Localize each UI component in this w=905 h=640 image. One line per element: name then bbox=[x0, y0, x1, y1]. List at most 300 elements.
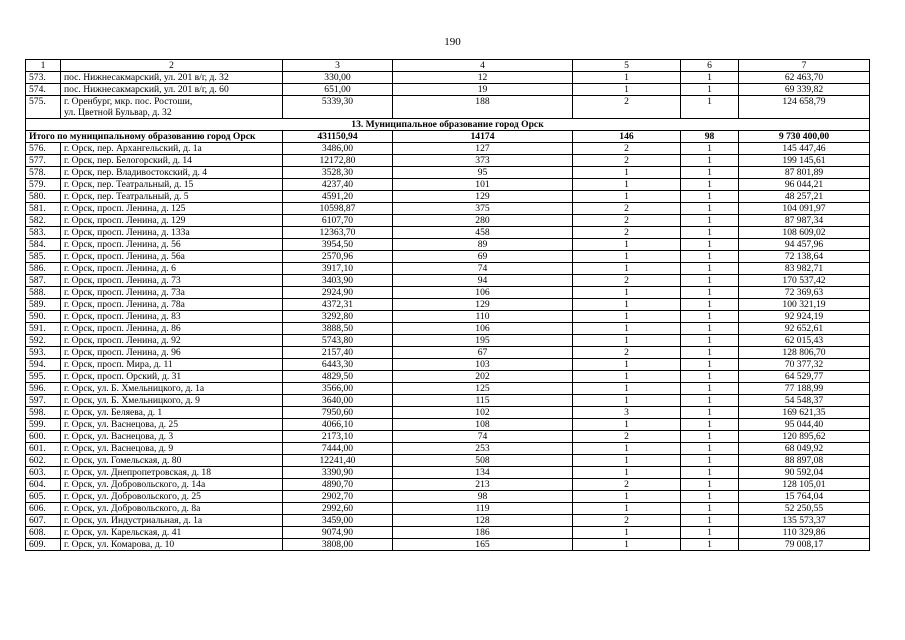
residents-cell: 115 bbox=[393, 395, 573, 407]
address-cell: г. Орск, ул. Индустриальная, д. 1а bbox=[61, 515, 283, 527]
row-number: 606. bbox=[26, 503, 61, 515]
row-number: 598. bbox=[26, 407, 61, 419]
address-cell bbox=[61, 96, 283, 119]
cost-cell: 128 806,70 bbox=[739, 347, 870, 359]
cost-cell: 62 463,70 bbox=[739, 72, 870, 84]
area-cell: 4591,20 bbox=[283, 191, 393, 203]
address-cell: г. Орск, просп. Мира, д. 11 bbox=[61, 359, 283, 371]
row-number: 592. bbox=[26, 335, 61, 347]
row-number: 577. bbox=[26, 155, 61, 167]
col5-cell: 1 bbox=[573, 299, 681, 311]
col6-cell: 1 bbox=[681, 72, 739, 84]
residents-cell: 186 bbox=[393, 527, 573, 539]
table-row bbox=[26, 395, 870, 407]
table-row bbox=[26, 491, 870, 503]
table-row bbox=[26, 287, 870, 299]
row-number: 607. bbox=[26, 515, 61, 527]
col5-cell: 1 bbox=[573, 239, 681, 251]
row-number: 584. bbox=[26, 239, 61, 251]
residents-cell: 74 bbox=[393, 263, 573, 275]
table-row bbox=[26, 467, 870, 479]
col6-cell: 1 bbox=[681, 431, 739, 443]
residents-cell: 95 bbox=[393, 167, 573, 179]
housing-table bbox=[25, 59, 870, 551]
col5-cell: 1 bbox=[573, 503, 681, 515]
residents-cell: 108 bbox=[393, 419, 573, 431]
cost-cell: 169 621,35 bbox=[739, 407, 870, 419]
cost-cell: 135 573,37 bbox=[739, 515, 870, 527]
address-cell: г. Орск, просп. Ленина, д. 56а bbox=[61, 251, 283, 263]
area-cell: 6443,30 bbox=[283, 359, 393, 371]
cost-cell: 64 529,77 bbox=[739, 371, 870, 383]
area-cell: 6107,70 bbox=[283, 215, 393, 227]
row-number: 583. bbox=[26, 227, 61, 239]
cost-cell: 96 044,21 bbox=[739, 179, 870, 191]
area-cell: 2924,90 bbox=[283, 287, 393, 299]
table-body bbox=[26, 60, 870, 551]
area-cell: 2992,60 bbox=[283, 503, 393, 515]
cost-cell: 70 377,32 bbox=[739, 359, 870, 371]
row-number: 605. bbox=[26, 491, 61, 503]
col5-cell: 1 bbox=[573, 311, 681, 323]
col6-cell: 1 bbox=[681, 167, 739, 179]
address-cell: г. Орск, просп. Орский, д. 31 bbox=[61, 371, 283, 383]
col6-cell: 1 bbox=[681, 419, 739, 431]
table-row bbox=[26, 191, 870, 203]
residents-cell: 128 bbox=[393, 515, 573, 527]
col5-cell: 1 bbox=[573, 263, 681, 275]
cost-cell: 94 457,96 bbox=[739, 239, 870, 251]
table-row bbox=[26, 539, 870, 551]
table-row bbox=[26, 335, 870, 347]
area-cell: 3888,50 bbox=[283, 323, 393, 335]
area-cell: 12172,80 bbox=[283, 155, 393, 167]
table-row bbox=[26, 72, 870, 84]
area-cell: 7950,60 bbox=[283, 407, 393, 419]
address-cell: г. Орск, просп. Ленина, д. 73а bbox=[61, 287, 283, 299]
table-row bbox=[26, 455, 870, 467]
area-cell: 9074,90 bbox=[283, 527, 393, 539]
address-cell: г. Орск, ул. Б. Хмельницкого, д. 1а bbox=[61, 383, 283, 395]
col6-cell: 1 bbox=[681, 299, 739, 311]
cost-cell: 170 537,42 bbox=[739, 275, 870, 287]
col5-cell: 1 bbox=[573, 371, 681, 383]
area-cell: 3640,00 bbox=[283, 395, 393, 407]
area-cell: 330,00 bbox=[283, 72, 393, 84]
address-cell: г. Орск, просп. Ленина, д. 92 bbox=[61, 335, 283, 347]
row-number: 591. bbox=[26, 323, 61, 335]
col5-cell: 1 bbox=[573, 491, 681, 503]
col5-cell: 2 bbox=[573, 143, 681, 155]
col5-cell: 1 bbox=[573, 539, 681, 551]
col5-cell: 2 bbox=[573, 431, 681, 443]
row-number: 609. bbox=[26, 539, 61, 551]
col6-cell: 1 bbox=[681, 407, 739, 419]
residents-cell: 508 bbox=[393, 455, 573, 467]
col6-cell: 1 bbox=[681, 503, 739, 515]
cost-cell: 199 145,61 bbox=[739, 155, 870, 167]
residents-cell: 202 bbox=[393, 371, 573, 383]
residents-cell: 94 bbox=[393, 275, 573, 287]
total-label: Итого по муниципальному образованию город Орск bbox=[26, 131, 283, 143]
row-number: 580. bbox=[26, 191, 61, 203]
table-row bbox=[26, 96, 870, 119]
address-cell: г. Орск, пер. Белогорский, д. 14 bbox=[61, 155, 283, 167]
address-cell: г. Орск, просп. Ленина, д. 86 bbox=[61, 323, 283, 335]
row-number: 582. bbox=[26, 215, 61, 227]
col5-cell: 2 bbox=[573, 479, 681, 491]
area-cell: 3917,10 bbox=[283, 263, 393, 275]
row-number: 581. bbox=[26, 203, 61, 215]
col5-cell: 2 bbox=[573, 347, 681, 359]
address-cell: г. Орск, просп. Ленина, д. 83 bbox=[61, 311, 283, 323]
row-number: 587. bbox=[26, 275, 61, 287]
area-cell: 12363,70 bbox=[283, 227, 393, 239]
table-row bbox=[26, 84, 870, 96]
col5-cell: 1 bbox=[573, 359, 681, 371]
col6-cell: 1 bbox=[681, 227, 739, 239]
area-cell: 3954,50 bbox=[283, 239, 393, 251]
residents-cell: 12 bbox=[393, 72, 573, 84]
address-cell: г. Орск, ул. Днепропетровская, д. 18 bbox=[61, 467, 283, 479]
col5-cell: 1 bbox=[573, 191, 681, 203]
col5-cell: 1 bbox=[573, 167, 681, 179]
cost-cell: 108 609,02 bbox=[739, 227, 870, 239]
address-line-2: ул. Цветной Бульвар, д. 32 bbox=[64, 107, 172, 118]
row-number: 585. bbox=[26, 251, 61, 263]
table-row bbox=[26, 311, 870, 323]
table-row bbox=[26, 155, 870, 167]
table-row bbox=[26, 275, 870, 287]
total-row bbox=[26, 131, 870, 143]
total-col5: 146 bbox=[573, 131, 681, 143]
address-cell: г. Орск, просп. Ленина, д. 125 bbox=[61, 203, 283, 215]
col5-cell: 1 bbox=[573, 467, 681, 479]
col6-cell: 1 bbox=[681, 191, 739, 203]
address-cell: г. Орск, ул. Добровольского, д. 25 bbox=[61, 491, 283, 503]
residents-cell: 69 bbox=[393, 251, 573, 263]
row-number: 590. bbox=[26, 311, 61, 323]
row-number: 574. bbox=[26, 84, 61, 96]
col5-cell: 1 bbox=[573, 72, 681, 84]
address-cell: г. Орск, ул. Добровольского, д. 8а bbox=[61, 503, 283, 515]
cost-cell: 90 592,04 bbox=[739, 467, 870, 479]
area-cell: 3808,00 bbox=[283, 539, 393, 551]
cost-cell: 68 049,92 bbox=[739, 443, 870, 455]
col6-cell: 1 bbox=[681, 203, 739, 215]
col6-cell: 1 bbox=[681, 347, 739, 359]
row-number: 593. bbox=[26, 347, 61, 359]
column-number: 7 bbox=[739, 60, 870, 72]
col6-cell: 1 bbox=[681, 263, 739, 275]
table-row bbox=[26, 383, 870, 395]
residents-cell: 89 bbox=[393, 239, 573, 251]
residents-cell: 253 bbox=[393, 443, 573, 455]
col5-cell: 1 bbox=[573, 335, 681, 347]
row-number: 588. bbox=[26, 287, 61, 299]
col5-cell: 2 bbox=[573, 155, 681, 167]
cost-cell: 95 044,40 bbox=[739, 419, 870, 431]
col6-cell: 1 bbox=[681, 455, 739, 467]
cost-cell: 15 764,04 bbox=[739, 491, 870, 503]
cost-cell: 72 369,63 bbox=[739, 287, 870, 299]
cost-cell: 83 982,71 bbox=[739, 263, 870, 275]
row-number: 599. bbox=[26, 419, 61, 431]
address-cell: г. Орск, ул. Васнецова, д. 25 bbox=[61, 419, 283, 431]
table-row bbox=[26, 359, 870, 371]
row-number: 595. bbox=[26, 371, 61, 383]
col5-cell: 3 bbox=[573, 407, 681, 419]
table-row bbox=[26, 443, 870, 455]
address-cell: г. Орск, просп. Ленина, д. 73 bbox=[61, 275, 283, 287]
col6-cell: 1 bbox=[681, 84, 739, 96]
table-row bbox=[26, 515, 870, 527]
address-cell: г. Орск, просп. Ленина, д. 96 bbox=[61, 347, 283, 359]
area-cell: 4372,31 bbox=[283, 299, 393, 311]
address-cell: г. Орск, ул. Васнецова, д. 3 bbox=[61, 431, 283, 443]
table-row bbox=[26, 239, 870, 251]
residents-cell: 74 bbox=[393, 431, 573, 443]
cost-cell: 88 897,08 bbox=[739, 455, 870, 467]
col6-cell: 1 bbox=[681, 323, 739, 335]
residents-cell: 110 bbox=[393, 311, 573, 323]
col6-cell: 1 bbox=[681, 287, 739, 299]
area-cell: 3292,80 bbox=[283, 311, 393, 323]
address-cell: г. Орск, пер. Театральный, д. 5 bbox=[61, 191, 283, 203]
address-cell: г. Орск, ул. Гомельская, д. 80 bbox=[61, 455, 283, 467]
area-cell: 5339,30 bbox=[283, 96, 393, 119]
col5-cell: 1 bbox=[573, 443, 681, 455]
table-row bbox=[26, 167, 870, 179]
area-cell: 3459,00 bbox=[283, 515, 393, 527]
col6-cell: 1 bbox=[681, 311, 739, 323]
residents-cell: 373 bbox=[393, 155, 573, 167]
cost-cell: 87 801,89 bbox=[739, 167, 870, 179]
column-number: 1 bbox=[26, 60, 61, 72]
address-cell: г. Орск, ул. Комарова, д. 10 bbox=[61, 539, 283, 551]
col6-cell: 1 bbox=[681, 359, 739, 371]
col5-cell: 2 bbox=[573, 227, 681, 239]
table-row bbox=[26, 347, 870, 359]
address-cell: г. Орск, ул. Б. Хмельницкого, д. 9 bbox=[61, 395, 283, 407]
row-number: 579. bbox=[26, 179, 61, 191]
area-cell: 2173,10 bbox=[283, 431, 393, 443]
table-row bbox=[26, 407, 870, 419]
row-number: 594. bbox=[26, 359, 61, 371]
residents-cell: 125 bbox=[393, 383, 573, 395]
row-number: 589. bbox=[26, 299, 61, 311]
col5-cell: 1 bbox=[573, 419, 681, 431]
address-cell: г. Орск, ул. Добровольского, д. 14а bbox=[61, 479, 283, 491]
residents-cell: 103 bbox=[393, 359, 573, 371]
cost-cell: 128 105,01 bbox=[739, 479, 870, 491]
col6-cell: 1 bbox=[681, 371, 739, 383]
cost-cell: 124 658,79 bbox=[739, 96, 870, 119]
total-cost: 9 730 400,00 bbox=[739, 131, 870, 143]
row-number: 596. bbox=[26, 383, 61, 395]
residents-cell: 129 bbox=[393, 191, 573, 203]
col5-cell: 1 bbox=[573, 383, 681, 395]
cost-cell: 54 548,37 bbox=[739, 395, 870, 407]
cost-cell: 79 008,17 bbox=[739, 539, 870, 551]
residents-cell: 106 bbox=[393, 287, 573, 299]
col6-cell: 1 bbox=[681, 467, 739, 479]
table-row bbox=[26, 431, 870, 443]
col6-cell: 1 bbox=[681, 539, 739, 551]
residents-cell: 119 bbox=[393, 503, 573, 515]
total-residents: 14174 bbox=[393, 131, 573, 143]
col5-cell: 1 bbox=[573, 323, 681, 335]
col5-cell: 1 bbox=[573, 251, 681, 263]
table-row bbox=[26, 323, 870, 335]
col5-cell: 1 bbox=[573, 395, 681, 407]
col6-cell: 1 bbox=[681, 395, 739, 407]
area-cell: 2570,96 bbox=[283, 251, 393, 263]
cost-cell: 92 924,19 bbox=[739, 311, 870, 323]
section-header-row bbox=[26, 119, 870, 131]
column-number: 5 bbox=[573, 60, 681, 72]
col6-cell: 1 bbox=[681, 335, 739, 347]
table-row bbox=[26, 263, 870, 275]
table-row bbox=[26, 371, 870, 383]
address-cell: г. Орск, ул. Васнецова, д. 9 bbox=[61, 443, 283, 455]
address-cell: г. Орск, просп. Ленина, д. 6 bbox=[61, 263, 283, 275]
area-cell: 12241,40 bbox=[283, 455, 393, 467]
row-number: 573. bbox=[26, 72, 61, 84]
area-cell: 3390,90 bbox=[283, 467, 393, 479]
col6-cell: 1 bbox=[681, 215, 739, 227]
area-cell: 651,00 bbox=[283, 84, 393, 96]
col6-cell: 1 bbox=[681, 143, 739, 155]
table-row bbox=[26, 503, 870, 515]
residents-cell: 129 bbox=[393, 299, 573, 311]
area-cell: 3566,00 bbox=[283, 383, 393, 395]
residents-cell: 213 bbox=[393, 479, 573, 491]
residents-cell: 101 bbox=[393, 179, 573, 191]
cost-cell: 92 652,61 bbox=[739, 323, 870, 335]
residents-cell: 19 bbox=[393, 84, 573, 96]
col6-cell: 1 bbox=[681, 251, 739, 263]
col6-cell: 1 bbox=[681, 515, 739, 527]
address-cell: г. Орск, пер. Владивостокский, д. 4 bbox=[61, 167, 283, 179]
col6-cell: 1 bbox=[681, 239, 739, 251]
col5-cell: 1 bbox=[573, 287, 681, 299]
col5-cell: 2 bbox=[573, 96, 681, 119]
address-cell: пос. Нижнесакмарский, ул. 201 в/г, д. 32 bbox=[61, 72, 283, 84]
residents-cell: 134 bbox=[393, 467, 573, 479]
residents-cell: 165 bbox=[393, 539, 573, 551]
area-cell: 3403,90 bbox=[283, 275, 393, 287]
column-number: 2 bbox=[61, 60, 283, 72]
total-col6: 98 bbox=[681, 131, 739, 143]
residents-cell: 67 bbox=[393, 347, 573, 359]
residents-cell: 106 bbox=[393, 323, 573, 335]
col5-cell: 1 bbox=[573, 84, 681, 96]
address-cell: пос. Нижнесакмарский, ул. 201 в/г, д. 60 bbox=[61, 84, 283, 96]
column-number: 4 bbox=[393, 60, 573, 72]
address-cell: г. Орск, ул. Карельская, д. 41 bbox=[61, 527, 283, 539]
col6-cell: 1 bbox=[681, 179, 739, 191]
col5-cell: 2 bbox=[573, 515, 681, 527]
address-cell: г. Орск, просп. Ленина, д. 56 bbox=[61, 239, 283, 251]
col6-cell: 1 bbox=[681, 527, 739, 539]
row-number: 608. bbox=[26, 527, 61, 539]
row-number: 575. bbox=[26, 96, 61, 119]
cost-cell: 52 250,55 bbox=[739, 503, 870, 515]
row-number: 576. bbox=[26, 143, 61, 155]
area-cell: 4829,50 bbox=[283, 371, 393, 383]
cost-cell: 145 447,46 bbox=[739, 143, 870, 155]
cost-cell: 62 015,43 bbox=[739, 335, 870, 347]
row-number: 603. bbox=[26, 467, 61, 479]
area-cell: 3528,30 bbox=[283, 167, 393, 179]
col5-cell: 1 bbox=[573, 179, 681, 191]
address-cell: г. Орск, просп. Ленина, д. 129 bbox=[61, 215, 283, 227]
cost-cell: 100 321,19 bbox=[739, 299, 870, 311]
residents-cell: 188 bbox=[393, 96, 573, 119]
cost-cell: 77 188,99 bbox=[739, 383, 870, 395]
column-number: 6 bbox=[681, 60, 739, 72]
address-cell: г. Орск, ул. Беляева, д. 1 bbox=[61, 407, 283, 419]
row-number: 586. bbox=[26, 263, 61, 275]
table-row bbox=[26, 251, 870, 263]
residents-cell: 280 bbox=[393, 215, 573, 227]
col6-cell: 1 bbox=[681, 383, 739, 395]
area-cell: 4890,70 bbox=[283, 479, 393, 491]
area-cell: 5743,80 bbox=[283, 335, 393, 347]
cost-cell: 104 091,97 bbox=[739, 203, 870, 215]
cost-cell: 72 138,64 bbox=[739, 251, 870, 263]
residents-cell: 458 bbox=[393, 227, 573, 239]
area-cell: 7444,00 bbox=[283, 443, 393, 455]
area-cell: 4066,10 bbox=[283, 419, 393, 431]
section-title: 13. Муниципальное образование город Орск bbox=[26, 119, 870, 131]
row-number: 601. bbox=[26, 443, 61, 455]
address-cell: г. Орск, просп. Ленина, д. 133а bbox=[61, 227, 283, 239]
area-cell: 2902,70 bbox=[283, 491, 393, 503]
table-row bbox=[26, 527, 870, 539]
area-cell: 10598,87 bbox=[283, 203, 393, 215]
column-number: 3 bbox=[283, 60, 393, 72]
table-row bbox=[26, 179, 870, 191]
cost-cell: 87 987,34 bbox=[739, 215, 870, 227]
total-area: 431150,94 bbox=[283, 131, 393, 143]
cost-cell: 48 257,21 bbox=[739, 191, 870, 203]
area-cell: 3486,00 bbox=[283, 143, 393, 155]
col5-cell: 2 bbox=[573, 275, 681, 287]
cost-cell: 120 895,62 bbox=[739, 431, 870, 443]
column-number-row bbox=[26, 60, 870, 72]
residents-cell: 98 bbox=[393, 491, 573, 503]
address-cell: г. Орск, пер. Архангельский, д. 1а bbox=[61, 143, 283, 155]
row-number: 597. bbox=[26, 395, 61, 407]
col6-cell: 1 bbox=[681, 491, 739, 503]
col5-cell: 1 bbox=[573, 455, 681, 467]
area-cell: 4237,40 bbox=[283, 179, 393, 191]
residents-cell: 375 bbox=[393, 203, 573, 215]
table-row bbox=[26, 299, 870, 311]
row-number: 600. bbox=[26, 431, 61, 443]
address-cell: г. Орск, просп. Ленина, д. 78а bbox=[61, 299, 283, 311]
address-line-1: г. Оренбург, мкр. пос. Ростоши, bbox=[64, 96, 193, 107]
row-number: 578. bbox=[26, 167, 61, 179]
col5-cell: 1 bbox=[573, 527, 681, 539]
cost-cell: 110 329,86 bbox=[739, 527, 870, 539]
col5-cell: 2 bbox=[573, 215, 681, 227]
col6-cell: 1 bbox=[681, 275, 739, 287]
col6-cell: 1 bbox=[681, 155, 739, 167]
table-row bbox=[26, 479, 870, 491]
